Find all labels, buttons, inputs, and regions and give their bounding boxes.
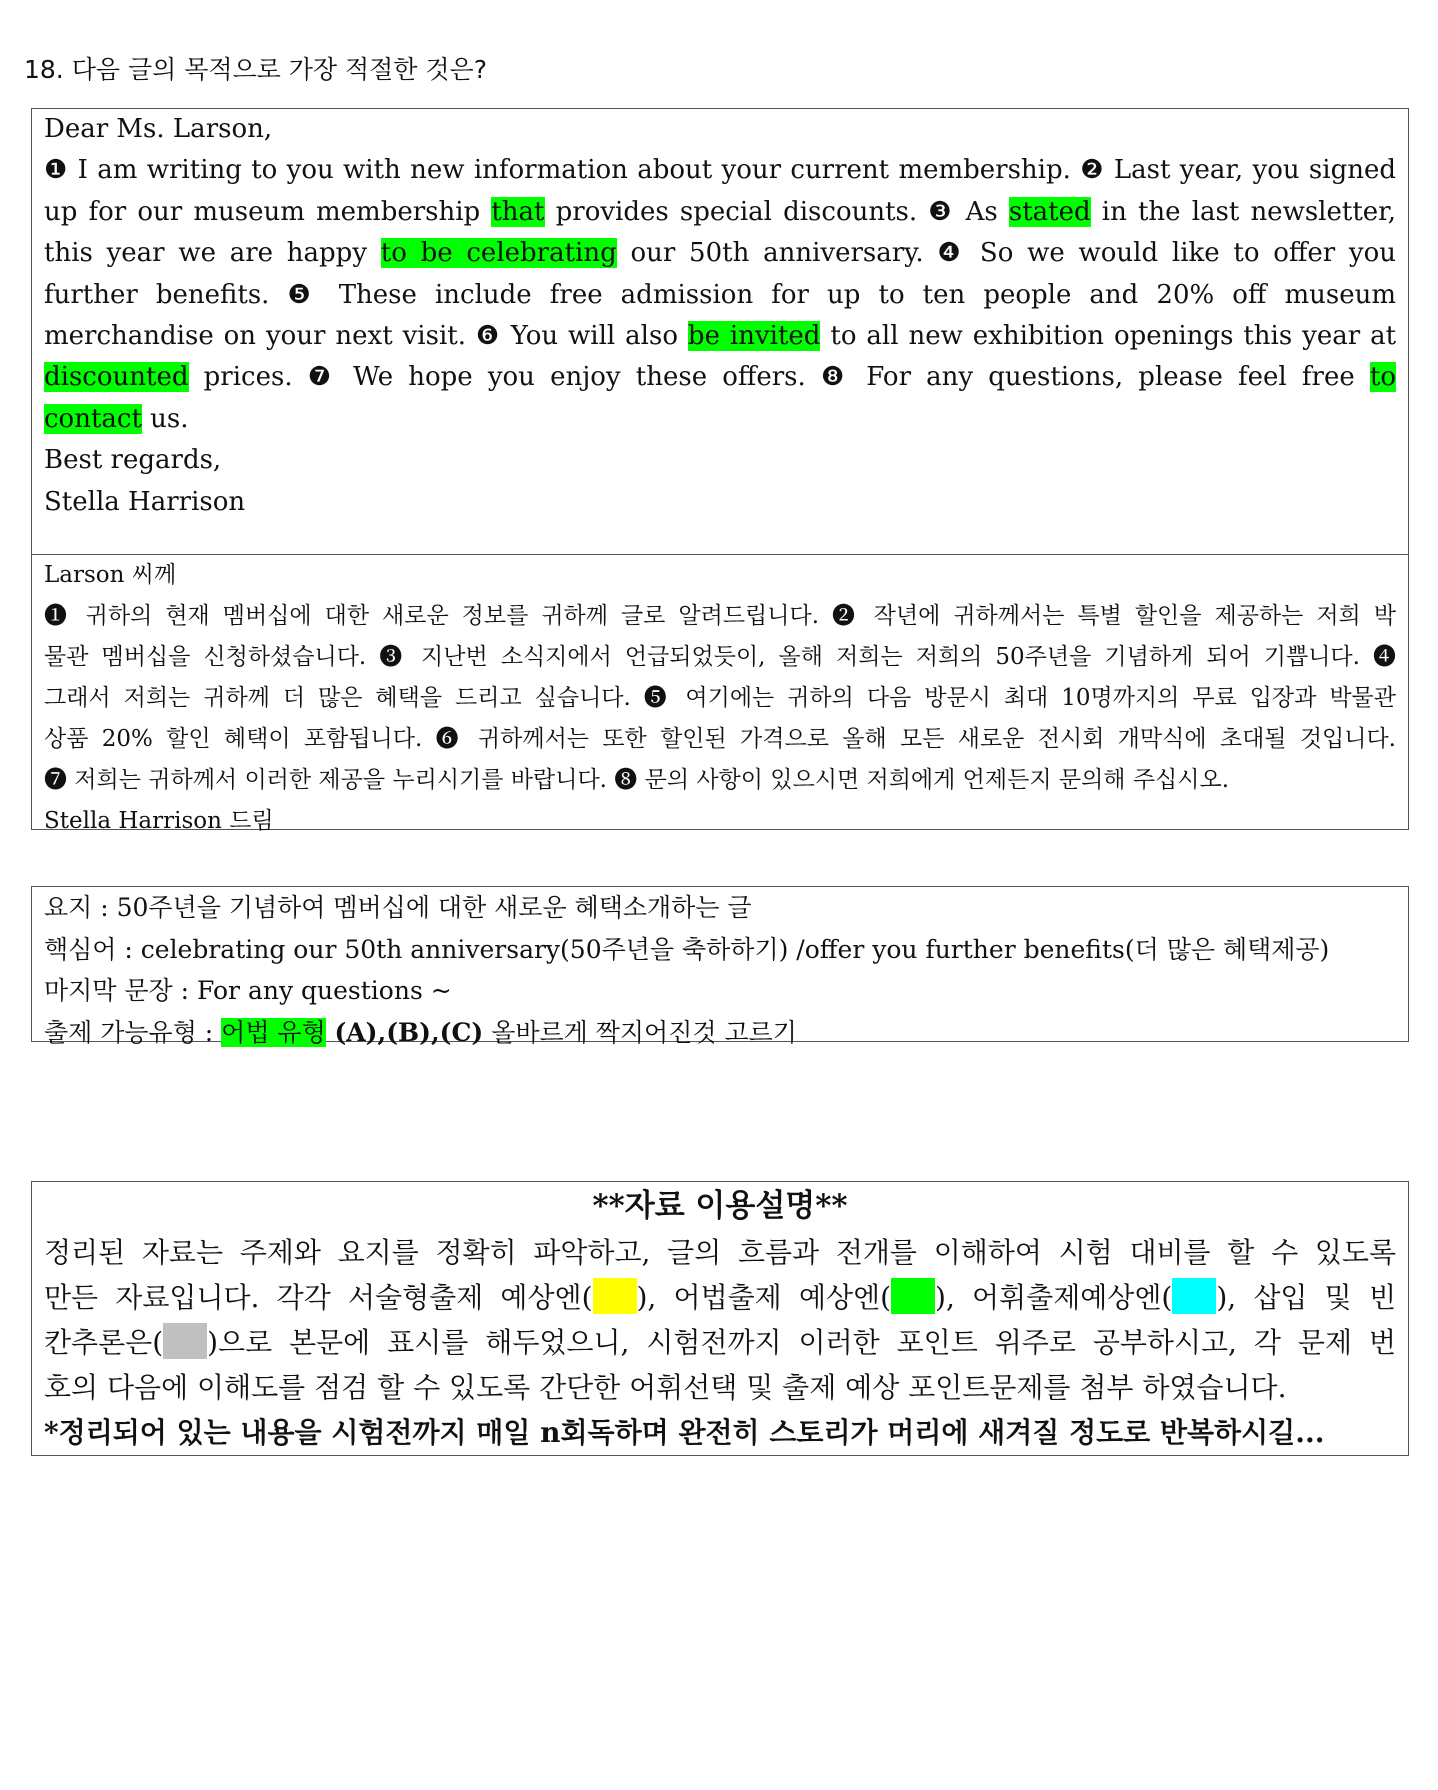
- grammar-highlight: that: [491, 196, 545, 227]
- guide-text: 만든 자료입니다. 각각 서술형출제 예상엔(: [44, 1281, 593, 1314]
- letter-text: ❶ I am writing to you with new information about your current membership. ❷ Last year, you signed: [44, 155, 1396, 186]
- guide-line: 정리된 자료는 주제와 요지를 정확히 파악하고, 글의 흐름과 전개를 이해하여 시험 대비를 할 수 있도록: [44, 1236, 1396, 1269]
- guide-line: [44, 1275, 1396, 1320]
- descriptive-color-swatch: [593, 1278, 637, 1314]
- grammar-highlight: discounted: [44, 362, 189, 393]
- letter-body: [44, 150, 1396, 440]
- question-type-highlight: 어법 유형: [221, 1017, 326, 1047]
- letter-text: us.: [141, 403, 189, 434]
- translation-line: 그래서 저희는 귀하께 더 많은 혜택을 드리고 싶습니다. ❺ 여기에는 귀하의 다음 방문시 최대 10명까지의 무료 입장과 박물관: [44, 685, 1396, 711]
- korean-translation: [32, 555, 1408, 842]
- letter-text: merchandise on your next visit. ❻ You will also: [44, 321, 688, 352]
- question-title: 18. 다음 글의 목적으로 가장 적절한 것은?: [24, 55, 487, 84]
- guide-text: )으로 본문에 표시를 해두었으니, 시험전까지 이러한 포인트 위주로 공부하시고, 각 문제 번: [207, 1326, 1396, 1359]
- letter-line: [44, 192, 1396, 233]
- guide-note: *정리되어 있는 내용을 시험전까지 매일 n회독하며 완전히 스토리가 머리에 새겨질 정도로 반복하시길...: [44, 1416, 1325, 1449]
- guide-line: 호의 다음에 이해도를 점검 할 수 있도록 간단한 어휘선택 및 출제 예상 포인트문제를 첨부 하였습니다.: [44, 1371, 1287, 1404]
- letter-closing: Best regards,: [44, 445, 222, 476]
- summary-last-sentence: 마지막 문장 : For any questions ~: [44, 976, 452, 1005]
- letter-line: [44, 357, 1396, 398]
- letter-text: in the last newsletter,: [1090, 196, 1396, 227]
- summary-keywords: 핵심어 : celebrating our 50th anniversary(50주년을 축하하기) /offer you further benefits(더 많은 혜택제공): [44, 934, 1330, 964]
- passage-box: [31, 108, 1409, 834]
- translation-line: 상품 20% 할인 혜택이 포함됩니다. ❻ 귀하께서는 또한 할인된 가격으로 올해 모든 새로운 전시회 개막식에 초대될 것입니다.: [44, 726, 1396, 752]
- grammar-highlight: stated: [1008, 196, 1091, 227]
- vocabulary-color-swatch: [1172, 1278, 1216, 1314]
- letter-text: provides special discounts. ❸ As: [544, 196, 1009, 227]
- english-letter: [32, 109, 1408, 555]
- letter-line: [44, 233, 1396, 274]
- grammar-highlight: to be celebrating: [380, 238, 617, 269]
- translation-greeting: Larson 씨께: [44, 562, 177, 588]
- grammar-highlight: be invited: [687, 321, 821, 352]
- translation-line: ❼ 저희는 귀하께서 이러한 제공을 누리시기를 바랍니다. ❽ 문의 사항이 있으시면 저희에게 언제든지 문의해 주십시오.: [44, 767, 1230, 793]
- translation-line: ❶ 귀하의 현재 멤버십에 대한 새로운 정보를 귀하께 글로 알려드립니다. ❷ 작년에 귀하께서는 특별 할인을 제공하는 저희 박: [44, 603, 1396, 629]
- translation-signature: Stella Harrison 드림: [44, 808, 274, 834]
- question-type-options: (A),(B),(C): [325, 1017, 484, 1047]
- letter-text: to all new exhibition openings this year at: [820, 321, 1397, 352]
- grammar-color-swatch: [891, 1278, 935, 1314]
- summary-question-type: [44, 1012, 1396, 1054]
- letter-line: [44, 316, 1396, 357]
- guide-text: ), 어법출제 예상엔(: [636, 1281, 892, 1314]
- guide-title: **자료 이용설명**: [592, 1188, 848, 1224]
- insertion-color-swatch: [163, 1323, 207, 1359]
- summary-box: [31, 886, 1409, 1047]
- letter-text: further benefits. ❺ These include free admission for up to ten people and 20% off museum: [44, 279, 1396, 310]
- letter-text: our 50th anniversary. ❹ So we would like to offer you: [616, 238, 1397, 269]
- letter-text: prices. ❼ We hope you enjoy these offers. ❽ For any questions, please feel free: [188, 362, 1370, 393]
- question-type-label: 출제 가능유형 :: [44, 1017, 222, 1047]
- guide-text: 칸추론은(: [44, 1326, 164, 1359]
- guide-text: ), 삽입 및 빈: [1216, 1281, 1396, 1314]
- question-type-desc: 올바르게 짝지어진것 고르기: [483, 1017, 797, 1047]
- letter-text: this year we are happy: [44, 238, 381, 269]
- letter-signature: Stella Harrison: [44, 486, 246, 517]
- usage-guide-box: [31, 1181, 1409, 1456]
- letter-text: up for our museum membership: [44, 196, 492, 227]
- grammar-highlight: contact: [44, 403, 142, 434]
- letter-greeting: Dear Ms. Larson,: [44, 114, 273, 144]
- letter-line: [44, 399, 1396, 440]
- letter-line: [44, 275, 1396, 316]
- grammar-highlight: to: [1369, 362, 1396, 393]
- letter-line: [44, 150, 1396, 191]
- translation-line: 물관 멤버십을 신청하셨습니다. ❸ 지난번 소식지에서 언급되었듯이, 올해 저희는 저희의 50주년을 기념하게 되어 기쁩니다. ❹: [44, 644, 1396, 670]
- guide-text: ), 어휘출제예상엔(: [935, 1281, 1173, 1314]
- summary-gist: 요지 : 50주년을 기념하여 멤버십에 대한 새로운 혜택소개하는 글: [44, 893, 752, 922]
- guide-line: [44, 1320, 1396, 1365]
